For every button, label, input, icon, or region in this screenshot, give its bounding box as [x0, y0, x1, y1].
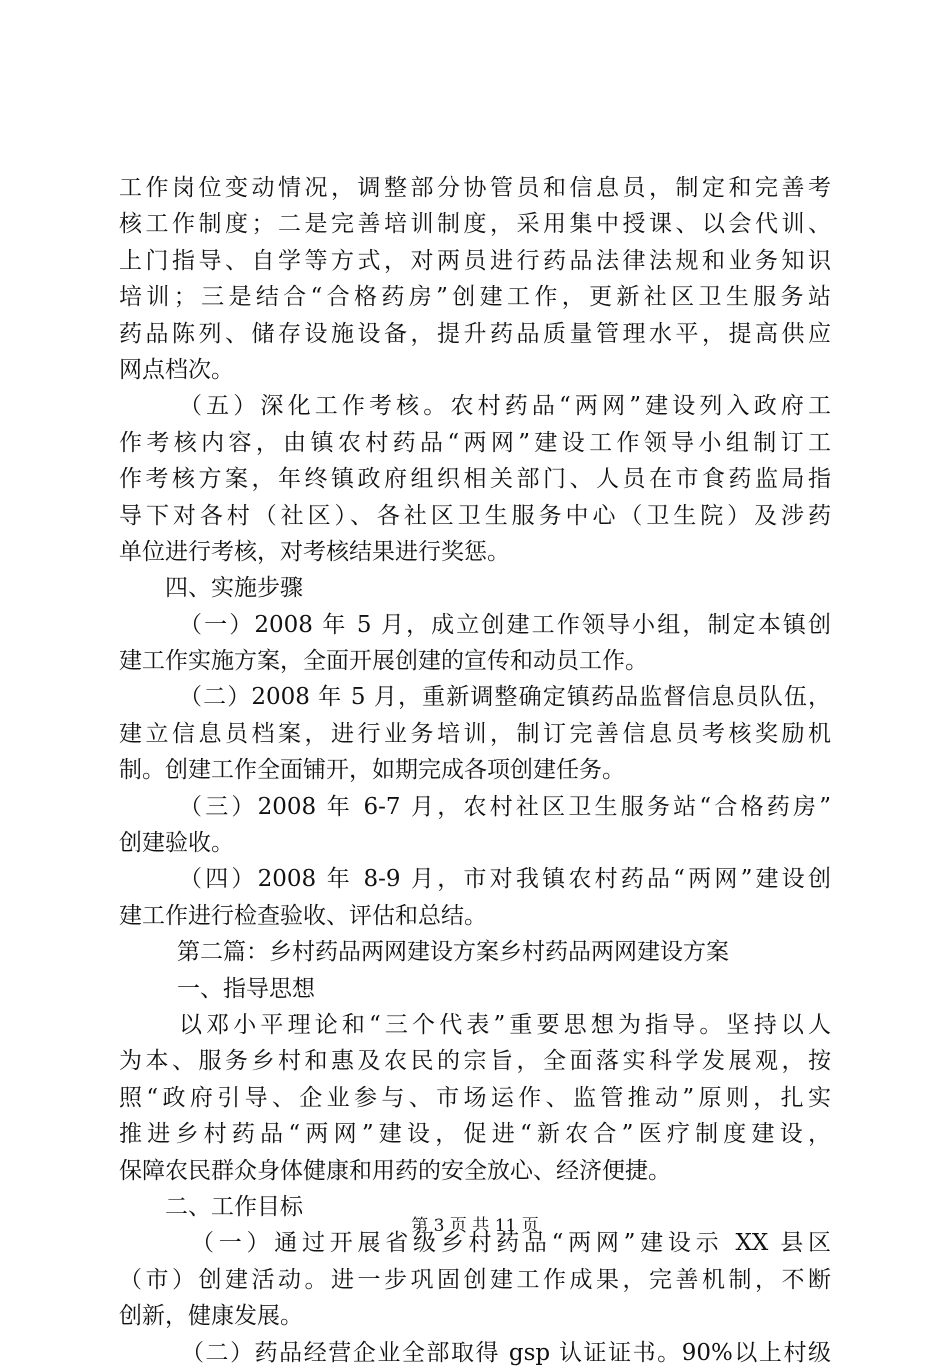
- text-line: 创建验收。: [119, 830, 234, 857]
- text-line: 核工作制度；二是完善培训制度，采用集中授课、以会代训、: [119, 211, 831, 238]
- text-line: （一）通过开展省级乡村药品“两网”建设示 XX 县区: [191, 1230, 831, 1257]
- text-line: （二）药品经营企业全部取得 gsp 认证证书。90%以上村级: [181, 1339, 831, 1366]
- text-line: 为本、服务乡村和惠及农民的宗旨，全面落实科学发展观，按: [119, 1048, 831, 1075]
- text-line: 四、实施步骤: [165, 575, 303, 602]
- text-line: 网点档次。: [119, 356, 234, 383]
- page-footer: 第 3 页 共 11 页: [411, 1216, 539, 1236]
- text-line: 上门指导、自学等方式，对两员进行药品法律法规和业务知识: [119, 247, 831, 274]
- text-line: 制。创建工作全面铺开，如期完成各项创建任务。: [119, 757, 625, 784]
- text-line: 以邓小平理论和“三个代表”重要思想为指导。坚持以人: [179, 1011, 831, 1038]
- text-line: 建工作实施方案，全面开展创建的宣传和动员工作。: [119, 648, 648, 675]
- text-line: 作考核方案，年终镇政府组织相关部门、人员在市食药监局指: [119, 466, 831, 493]
- text-line: 二、工作目标: [165, 1193, 303, 1220]
- text-line: 照“政府引导、企业参与、市场运作、监管推动”原则，扎实: [119, 1084, 831, 1111]
- text-line: （二）2008 年 5 月，重新调整确定镇药品监督信息员队伍，: [179, 684, 831, 711]
- text-line: 创新，健康发展。: [119, 1303, 303, 1330]
- text-line: 推进乡村药品“两网”建设，促进“新农合”医疗制度建设，: [119, 1121, 831, 1148]
- document-body: [119, 170, 831, 1371]
- text-line: 培训；三是结合“合格药房”创建工作，更新社区卫生服务站: [119, 284, 831, 311]
- text-line: 第二篇：乡村药品两网建设方案乡村药品两网建设方案: [177, 939, 729, 966]
- text-line: （一）2008 年 5 月，成立创建工作领导小组，制定本镇创: [179, 611, 831, 638]
- text-line: 工作岗位变动情况，调整部分协管员和信息员，制定和完善考: [119, 175, 831, 201]
- text-line: 导下对各村（社区）、各社区卫生服务中心（卫生院）及涉药: [119, 502, 831, 529]
- text-line: （五）深化工作考核。农村药品“两网”建设列入政府工: [179, 393, 831, 420]
- text-line: 单位进行考核，对考核结果进行奖惩。: [119, 538, 510, 565]
- text-line: 保障农民群众身体健康和用药的安全放心、经济便捷。: [119, 1157, 671, 1184]
- text-line: 一、指导思想: [177, 975, 315, 1002]
- text-line: （三）2008 年 6-7 月，农村社区卫生服务站“合格药房”: [179, 793, 831, 820]
- text-line: （四）2008 年 8-9 月，市对我镇农村药品“两网”建设创: [179, 866, 831, 893]
- text-line: 建工作进行检查验收、评估和总结。: [119, 902, 487, 929]
- text-line: 建立信息员档案，进行业务培训，制订完善信息员考核奖励机: [119, 720, 831, 747]
- text-line: 作考核内容，由镇农村药品“两网”建设工作领导小组制订工: [119, 429, 831, 456]
- text-line: （市）创建活动。进一步巩固创建工作成果，完善机制，不断: [119, 1266, 831, 1293]
- text-line: 药品陈列、储存设施设备，提升药品质量管理水平，提高供应: [119, 320, 831, 347]
